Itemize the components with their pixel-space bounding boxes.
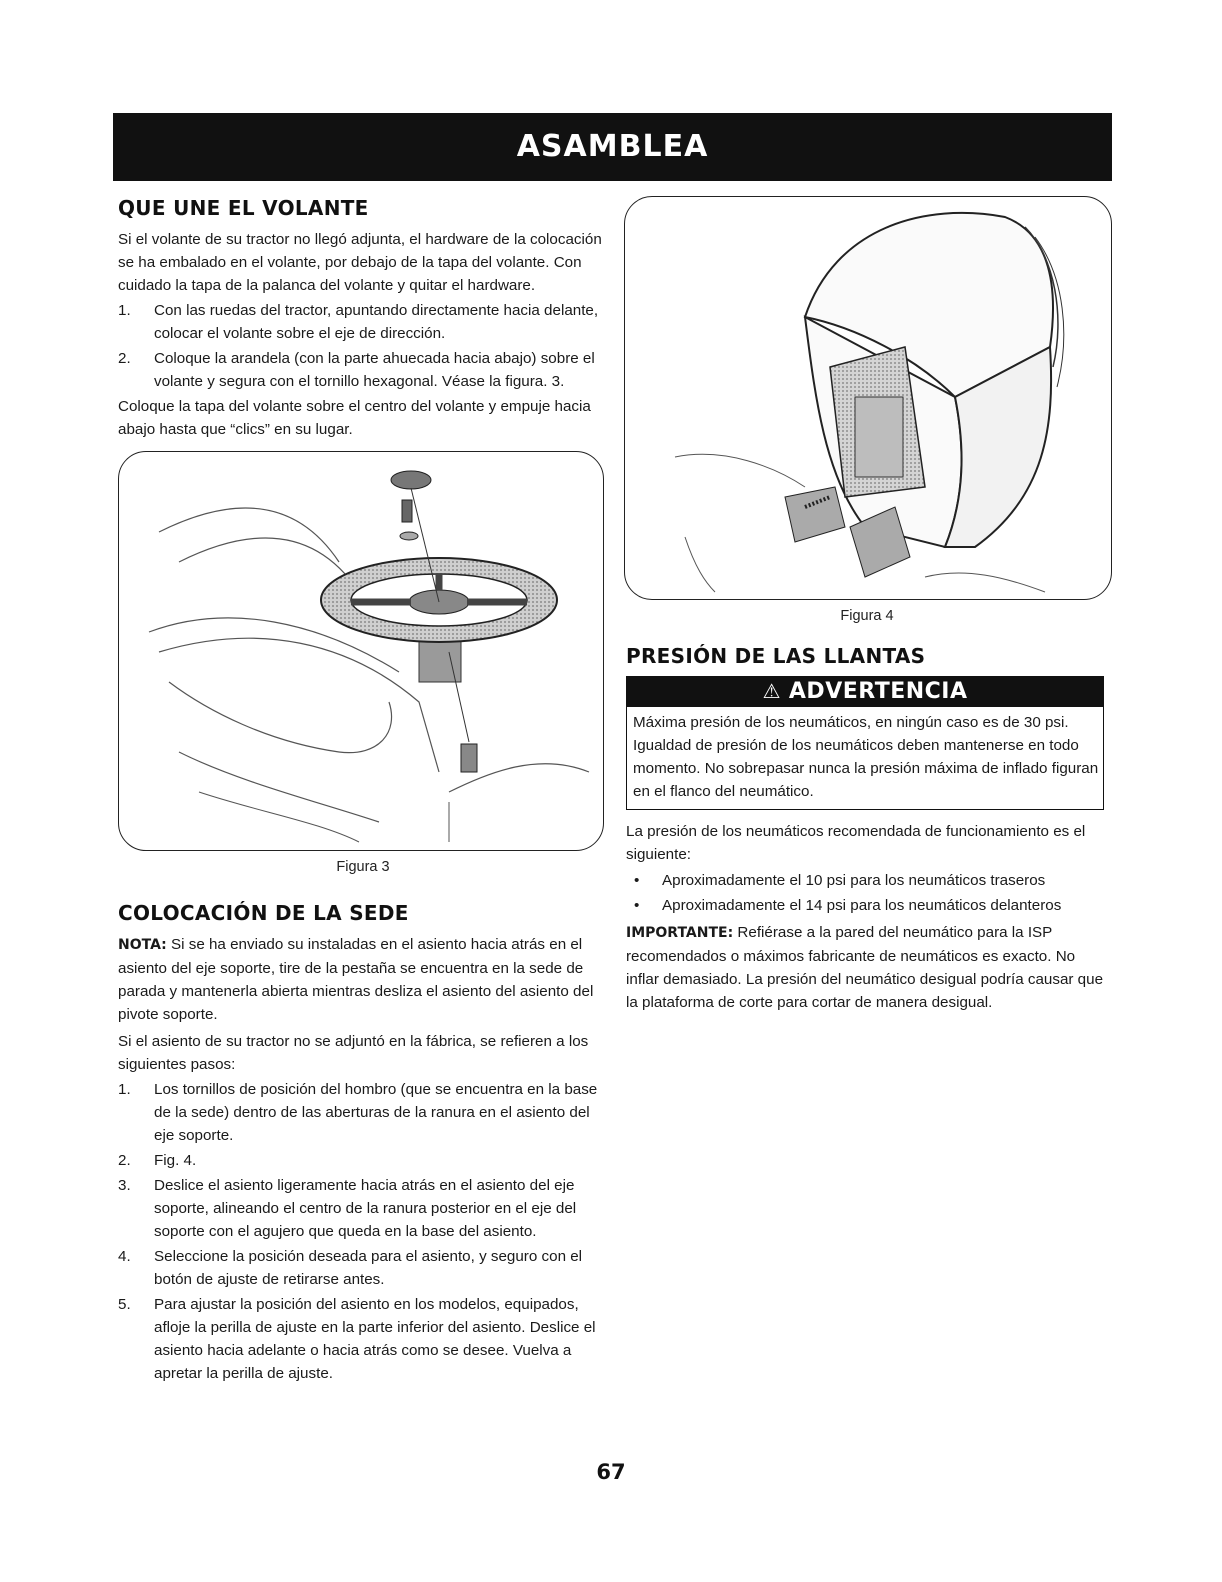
right-column [622, 196, 1112, 1016]
figure-3-frame [118, 451, 604, 851]
tire-intro: La presión de los neumáticos recomendada de funcionamiento es el siguiente: [626, 823, 1086, 863]
note-label: NOTA: [118, 937, 167, 953]
figure-3-caption: Figura 3 [336, 859, 390, 875]
steering-outro: Coloque la tapa del volante sobre el centro del volante y empuje hacia abajo hasta que “clics” en su lugar. [118, 398, 591, 438]
list-item: 4. Seleccione la posición deseada para el asiento, y seguro con el botón de ajuste de retirarse antes. [118, 1248, 583, 1288]
section-banner: ASAMBLEA [113, 113, 1112, 181]
seat-steps [118, 1078, 608, 1385]
list-item: 3. Deslice el asiento ligeramente hacia atrás en el asiento del eje soporte, alineando el centro de la ranura posterior en el eje del soporte con el agujero que queda en la base del asiento. [118, 1177, 577, 1240]
list-item: 1. Con las ruedas del tractor, apuntando directamente hacia delante, colocar el volante sobre el eje de dirección. [118, 302, 599, 342]
important-label: IMPORTANTE: [626, 925, 734, 941]
figure-4-frame [624, 196, 1112, 600]
list-item: 5. Para ajustar la posición del asiento en los modelos, equipados, afloje la perilla de ajuste en la parte inferior del asiento. Deslice el asiento hacia adelante o hacia atrás como se desee. Vuelva a apretar la perilla de ajuste. [118, 1296, 596, 1382]
list-item: 1. Los tornillos de posición del hombro (que se encuentra en la base de la sede) dentro de las aberturas de la ranura en el asiento del eje soporte. [118, 1081, 598, 1144]
warning-box [626, 676, 1104, 810]
figure-4-caption: Figura 4 [840, 608, 894, 624]
warning-icon: ⚠ [762, 679, 781, 703]
tire-important: IMPORTANTE: Refiérase a la pared del neumático para la ISP recomendados o máximos fabricante de neumáticos es exacto. No inflar demasiado. La presión del neumático desigual podría causar que la plataforma de corte para cortar de manera desigual. [626, 924, 1104, 1011]
seat-intro: Si el asiento de su tractor no se adjuntó en la fábrica, se refieren a los siguientes pasos: [118, 1033, 589, 1073]
list-item: • Aproximadamente el 10 psi para los neumáticos traseros [634, 872, 1046, 889]
list-item: 2. Fig. 4. [118, 1152, 197, 1169]
steering-intro: Si el volante de su tractor no llegó adjunta, el hardware de la colocación se ha embalado en el volante, por debajo de la tapa del volante. Con cuidado la tapa de la palanca del volante y quitar el hardware. [118, 231, 602, 294]
seat-illustration [625, 197, 1111, 599]
seat-heading: COLOCACIÓN DE LA SEDE [118, 901, 409, 925]
seat-note: NOTA: Si se ha enviado su instaladas en el asiento hacia atrás en el asiento del eje soporte, tire de la pestaña se encuentra en la sede de parada y mantenerla abierta mientras desliza el asiento del asiento del pivote soporte. [118, 936, 594, 1023]
steering-steps [118, 299, 608, 393]
warning-text: Máxima presión de los neumáticos, en ningún caso es de 30 psi. Igualdad de presión de los neumáticos deben mantenerse en todo momento. No sobrepasar nunca la presión máxima de inflado figuran en el flanco del neumático. [633, 714, 1099, 800]
steering-wheel-heading: QUE UNE EL VOLANTE [118, 196, 369, 220]
list-item: • Aproximadamente el 14 psi para los neumáticos delanteros [634, 897, 1062, 914]
list-item: 2. Coloque la arandela (con la parte ahuecada hacia abajo) sobre el volante y segura con el tornillo hexagonal. Véase la figura. 3. [118, 350, 595, 390]
page-number: 67 [596, 1460, 626, 1484]
tire-bullets [626, 869, 1112, 917]
tire-pressure-heading: PRESIÓN DE LAS LLANTAS [626, 644, 926, 668]
steering-wheel-illustration [119, 452, 603, 850]
warning-body [626, 707, 1104, 810]
warning-header: ⚠ ADVERTENCIA [626, 676, 1104, 707]
left-column [118, 196, 608, 1387]
